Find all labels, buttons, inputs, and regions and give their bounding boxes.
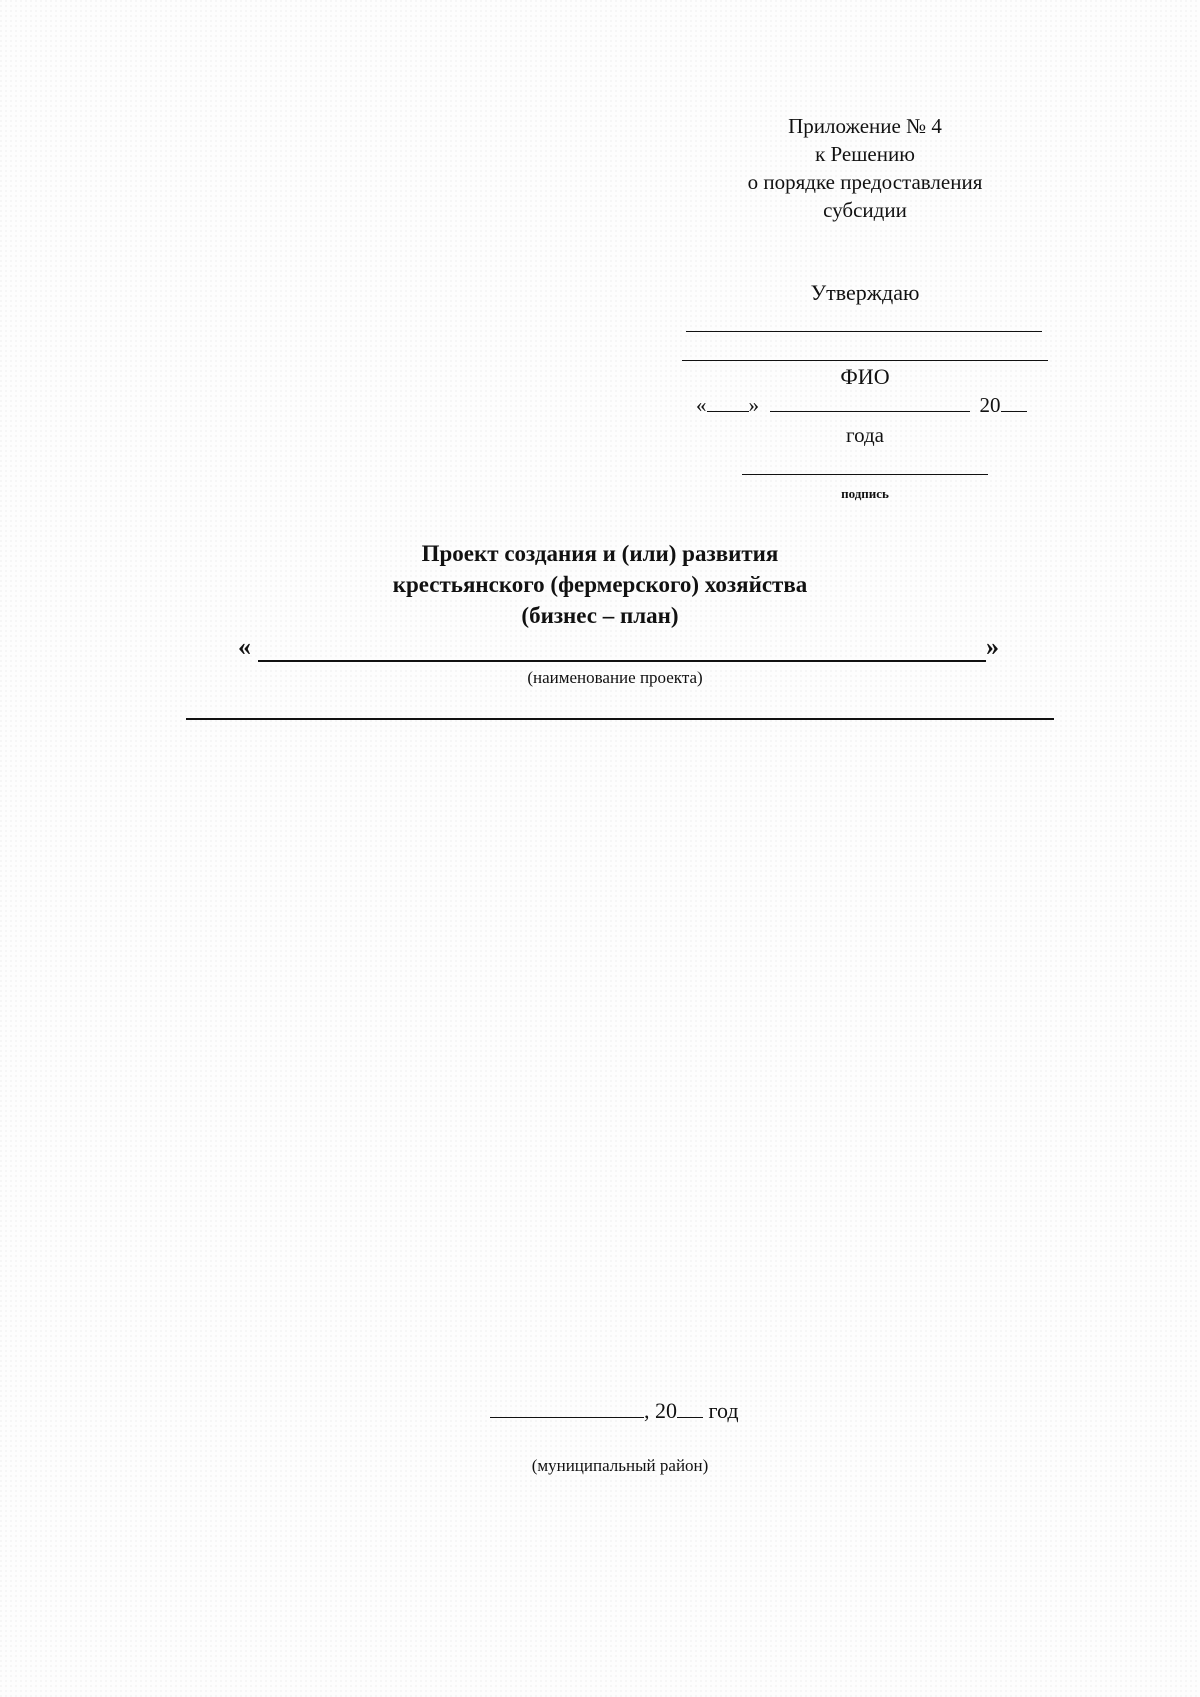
date-close-quote: » [748, 393, 759, 417]
project-name-line [258, 660, 986, 662]
document-title [250, 538, 950, 631]
project-open-quote: « [238, 632, 251, 661]
approval-date-row [696, 393, 1036, 418]
separator-line [186, 718, 1054, 720]
month-blank [770, 393, 970, 412]
year-blank [1001, 393, 1027, 412]
appendix-line: о порядке предоставления [747, 170, 983, 194]
title-line: крестьянского (фермерского) хозяйства [392, 572, 808, 597]
approve-label: Утверждаю [810, 280, 920, 305]
fio-label: ФИО [840, 364, 890, 389]
footer-year-blank [677, 1399, 703, 1418]
appendix-block [700, 112, 1030, 224]
year-prefix: 20 [979, 393, 1001, 417]
day-blank [707, 393, 749, 412]
appendix-line: субсидии [823, 198, 907, 222]
approver-position-line [686, 331, 1042, 332]
appendix-line: Приложение № 4 [788, 114, 942, 138]
signature-line [742, 474, 988, 475]
title-line: (бизнес – план) [521, 603, 679, 628]
footer-year-row [490, 1398, 739, 1424]
district-blank [490, 1399, 644, 1418]
signature-label: подпись [841, 486, 889, 501]
date-open-quote: « [696, 393, 707, 417]
year-word: год [708, 1398, 739, 1423]
approver-name-line [682, 360, 1048, 361]
year-suffix: , 20 [644, 1398, 677, 1423]
district-caption: (муниципальный район) [531, 1456, 709, 1475]
project-name-caption: (наименование проекта) [527, 668, 703, 687]
goda-label: года [846, 423, 884, 447]
project-close-quote: » [986, 632, 999, 661]
title-line: Проект создания и (или) развития [421, 541, 779, 566]
appendix-line: к Решению [815, 142, 915, 166]
